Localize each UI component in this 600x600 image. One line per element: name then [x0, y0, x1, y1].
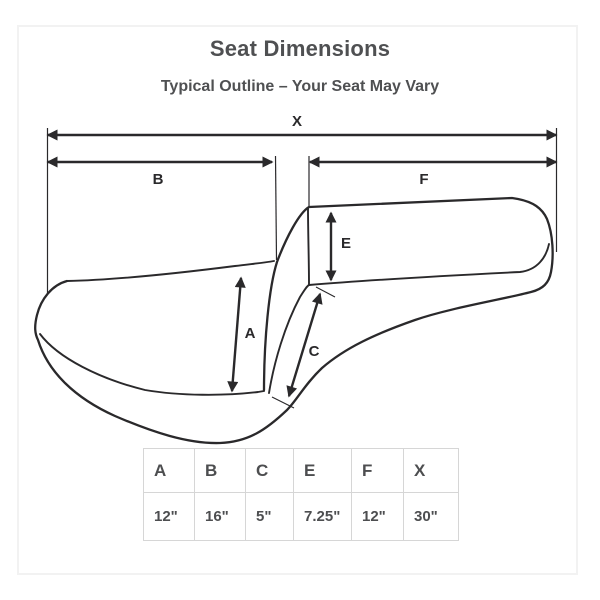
dimension-a-label: A [244, 325, 256, 342]
dimension-c-label: C [308, 343, 320, 360]
table-header-c: C [246, 449, 294, 493]
seat-outer-edge [35, 198, 552, 443]
dimension-b-label: B [152, 171, 164, 188]
seat-inner-dish-edge [40, 334, 264, 395]
dimension-c-tick-bottom [272, 397, 294, 408]
dimension-x [48, 113, 556, 135]
dimension-a [232, 278, 256, 391]
page-title: Seat Dimensions [209, 36, 391, 61]
dimension-a-arrow [232, 278, 241, 391]
table-header-x: X [404, 449, 459, 493]
table-value-a: 12" [144, 493, 195, 541]
table-header-e: E [294, 449, 352, 493]
dimension-f-label: F [419, 171, 429, 188]
dimension-e-label: E [340, 235, 352, 252]
table-value-c: 5" [246, 493, 294, 541]
table-header-f: F [352, 449, 404, 493]
seat-outline [35, 198, 552, 443]
dimension-x-label: X [291, 113, 303, 130]
table-value-x: 30" [404, 493, 459, 541]
dimension-f [310, 162, 556, 188]
seat-rear-pad-front-face [308, 208, 309, 285]
extension-line-b [276, 156, 277, 260]
seat-rear-pad-front-slope [269, 285, 309, 393]
table-header-b: B [195, 449, 246, 493]
table-value-b: 16" [195, 493, 246, 541]
dimension-e [331, 213, 351, 280]
table-value-f: 12" [352, 493, 404, 541]
seat-front-top-edge [67, 261, 274, 281]
table-header-a: A [144, 449, 195, 493]
page-subtitle: Typical Outline – Your Seat May Vary [160, 78, 440, 95]
dimensions-table [143, 448, 459, 541]
dimension-b [48, 162, 272, 188]
table-value-e: 7.25" [294, 493, 352, 541]
